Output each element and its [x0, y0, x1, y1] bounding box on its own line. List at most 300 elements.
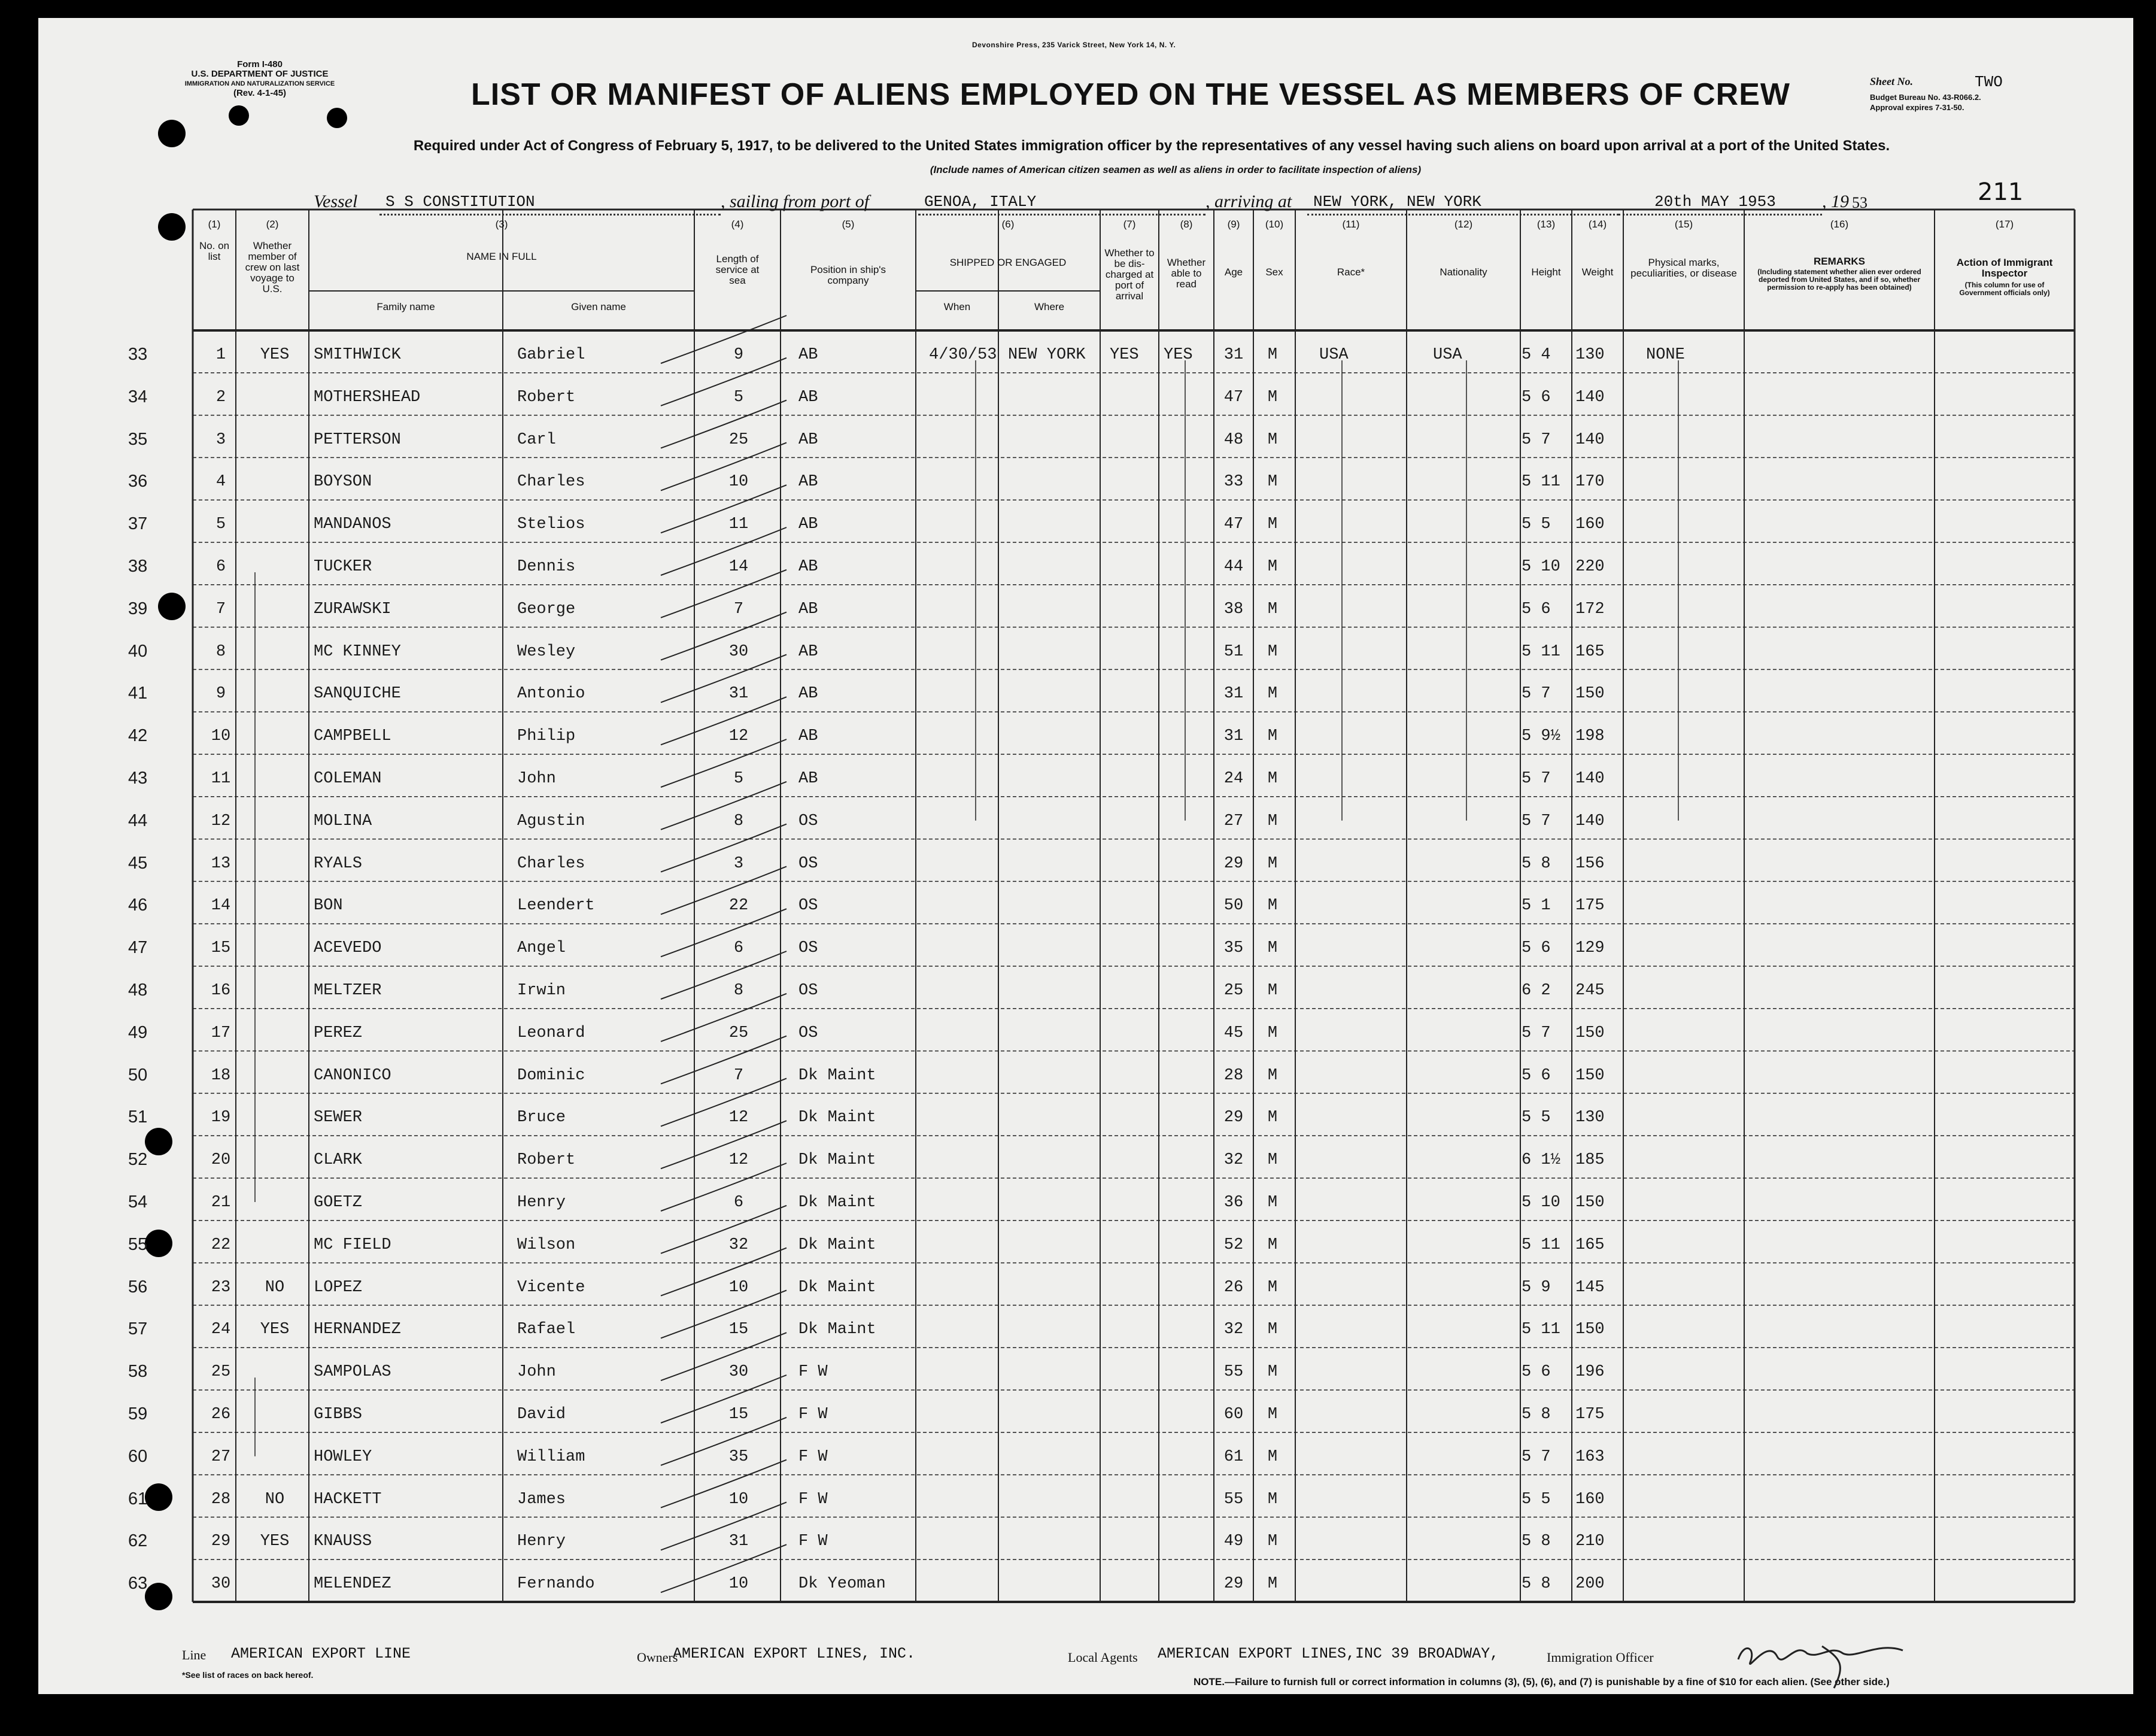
cell-ht: 5 6 — [1522, 1066, 1551, 1085]
cell-given: Philip — [517, 727, 576, 746]
cell-prev: NO — [265, 1490, 285, 1509]
cell-age: 35 — [1223, 939, 1244, 958]
cell-age: 33 — [1223, 473, 1244, 491]
header-n10: (10) — [1265, 218, 1284, 230]
cell-given: Fernando — [517, 1575, 595, 1594]
cell-sex: M — [1267, 1406, 1278, 1424]
cell-no: 8 — [215, 642, 226, 661]
cell-svc: 15 — [728, 1321, 749, 1339]
cell-m: 33 — [128, 345, 148, 364]
cell-age: 61 — [1223, 1447, 1244, 1466]
cell-no: 25 — [211, 1363, 231, 1382]
cell-age: 48 — [1223, 430, 1244, 449]
port-of-sailing: GENOA, ITALY — [924, 193, 1037, 211]
header-n8: (8) — [1180, 218, 1193, 230]
cell-m: 49 — [128, 1022, 148, 1042]
cell-given: James — [517, 1490, 566, 1509]
header-n11: (11) — [1342, 218, 1360, 230]
cell-pos: Dk Maint — [798, 1109, 876, 1127]
cell-fam: LOPEZ — [314, 1278, 363, 1297]
cell-svc: 11 — [728, 515, 749, 534]
header-c6a: When — [943, 301, 971, 312]
cell-ht: 5 7 — [1522, 812, 1551, 830]
cell-fam: ZURAWSKI — [314, 600, 391, 618]
cell-age: 31 — [1223, 685, 1244, 703]
cell-svc: 32 — [728, 1236, 749, 1254]
cell-wt: 160 — [1575, 515, 1605, 534]
cell-wt: 150 — [1575, 1321, 1605, 1339]
cell-fam: MELENDEZ — [314, 1575, 391, 1594]
header-c15: Physical marks, peculiarities, or disease — [1630, 257, 1737, 279]
cell-wt: 210 — [1575, 1532, 1605, 1551]
arrival-date: 20th MAY 1953 — [1654, 193, 1776, 211]
cell-svc: 5 — [733, 388, 744, 406]
cell-given: Wilson — [517, 1236, 576, 1254]
port-of-arrival: NEW YORK, NEW YORK — [1313, 193, 1481, 211]
cell-svc: 5 — [733, 770, 744, 788]
cell-no: 16 — [211, 982, 231, 1000]
cell-pos: AB — [798, 515, 818, 534]
year-prefix: , 19 — [1822, 192, 1849, 211]
header-c7: Whether to be dis- charged at port of arrival — [1104, 247, 1155, 302]
cell-svc: 10 — [728, 1490, 749, 1509]
cell-pos: OS — [798, 812, 818, 830]
header-c4: Length of service at sea — [715, 253, 760, 286]
header-n15: (15) — [1674, 218, 1693, 230]
vessel-label: Vessel — [314, 192, 358, 211]
cell-ht: 5 7 — [1522, 430, 1551, 449]
cell-sex: M — [1267, 430, 1278, 449]
cell-ht: 5 7 — [1522, 1447, 1551, 1466]
cell-wt: 145 — [1575, 1278, 1605, 1297]
cell-no: 24 — [211, 1321, 231, 1339]
cell-pos: OS — [798, 982, 818, 1000]
cell-fam: BON — [314, 897, 343, 915]
cell-wt: 140 — [1575, 388, 1605, 406]
races-footnote: *See list of races on back hereof. — [182, 1670, 314, 1680]
cell-sex: M — [1267, 1447, 1278, 1466]
cell-sex: M — [1267, 854, 1278, 873]
header-n3: (3) — [495, 218, 508, 230]
cell-ht: 5 8 — [1522, 1406, 1551, 1424]
cell-ht: 5 7 — [1522, 770, 1551, 788]
header-c16b: (Including statement whether alien ever ordered deported from United States, and if so, whether permission to re-apply has been obtained) — [1757, 268, 1921, 292]
cell-no: 15 — [211, 939, 231, 958]
cell-no: 12 — [211, 812, 231, 830]
cell-svc: 31 — [728, 1532, 749, 1551]
cell-given: John — [517, 1363, 556, 1382]
cell-given: Dennis — [517, 558, 576, 576]
header-n6: (6) — [1001, 218, 1015, 230]
cell-wt: 165 — [1575, 642, 1605, 661]
signature-area — [38, 18, 2133, 1694]
cell-age: 38 — [1223, 600, 1244, 618]
cell-ht: 5 1 — [1522, 897, 1551, 915]
cell-m: 44 — [128, 811, 148, 830]
cell-pos: Dk Maint — [798, 1066, 876, 1085]
cell-ht: 5 6 — [1522, 600, 1551, 618]
cell-ht: 5 10 — [1522, 1194, 1560, 1212]
cell-sex: M — [1267, 727, 1278, 746]
cell-svc: 30 — [728, 1363, 749, 1382]
cell-ht: 5 7 — [1522, 1024, 1551, 1042]
header-n1: (1) — [208, 218, 221, 230]
cell-m: 54 — [128, 1192, 148, 1212]
cell-m: 40 — [128, 641, 148, 661]
cell-svc: 8 — [733, 982, 744, 1000]
cell-sex: M — [1267, 812, 1278, 830]
header-n13: (13) — [1536, 218, 1556, 230]
cell-given: Robert — [517, 1151, 576, 1170]
cell-given: Angel — [517, 939, 566, 958]
cell-given: Bruce — [517, 1109, 566, 1127]
cell-wt: 175 — [1575, 897, 1605, 915]
cell-age: 28 — [1223, 1066, 1244, 1085]
agents-value: AMERICAN EXPORT LINES,INC 39 BROADWAY, — [1158, 1645, 1499, 1662]
cell-m: 50 — [128, 1065, 148, 1085]
cell-ht: 5 8 — [1522, 1532, 1551, 1551]
cell-pos: Dk Maint — [798, 1278, 876, 1297]
cell-fam: RYALS — [314, 854, 363, 873]
cell-pos: AB — [798, 388, 818, 406]
cell-given: Leendert — [517, 897, 595, 915]
cell-pos: Dk Maint — [798, 1151, 876, 1170]
cell-when: 4/30/53 — [929, 346, 997, 364]
cell-m: 34 — [128, 387, 148, 406]
cell-ht: 5 10 — [1522, 558, 1560, 576]
cell-ht: 5 8 — [1522, 1575, 1551, 1594]
cell-age: 32 — [1223, 1151, 1244, 1170]
cell-wt: 170 — [1575, 473, 1605, 491]
cell-ht: 6 2 — [1522, 982, 1551, 1000]
header-c8: Whether able to read — [1167, 257, 1206, 290]
budget-bureau-note: Budget Bureau No. 43-R066.2. Approval expires 7-31-50. — [1870, 93, 1981, 112]
cell-m: 42 — [128, 726, 148, 746]
cell-m: 41 — [128, 684, 148, 703]
year-suffix: 53 — [1852, 194, 1867, 211]
cell-where: NEW YORK — [1008, 346, 1086, 364]
cell-pos: F W — [798, 1490, 828, 1509]
cell-sex: M — [1267, 642, 1278, 661]
sailing-label: , sailing from port of — [721, 192, 870, 211]
cell-fam: CANONICO — [314, 1066, 391, 1085]
cell-fam: ACEVEDO — [314, 939, 382, 958]
cell-no: 13 — [211, 854, 231, 873]
cell-svc: 15 — [728, 1406, 749, 1424]
cell-no: 11 — [211, 770, 231, 788]
page-stamp-number: 211 — [1978, 178, 2024, 206]
cell-no: 23 — [211, 1278, 231, 1297]
owners-label: Owners — [637, 1650, 678, 1665]
cell-age: 44 — [1223, 558, 1244, 576]
cell-given: Robert — [517, 388, 576, 406]
cell-fam: HERNANDEZ — [314, 1321, 401, 1339]
cell-wt: 220 — [1575, 558, 1605, 576]
cell-no: 30 — [211, 1575, 231, 1594]
cell-fam: MOLINA — [314, 812, 372, 830]
cell-age: 50 — [1223, 897, 1244, 915]
cell-ht: 5 6 — [1522, 388, 1551, 406]
cell-svc: 7 — [733, 1066, 744, 1085]
cell-ht: 5 4 — [1522, 346, 1551, 364]
header-c13: Height — [1531, 266, 1561, 278]
cell-age: 51 — [1223, 642, 1244, 661]
cell-age: 49 — [1223, 1532, 1244, 1551]
cell-m: 63 — [128, 1574, 148, 1594]
cell-ht: 5 6 — [1522, 1363, 1551, 1382]
cell-sex: M — [1267, 515, 1278, 534]
cell-given: Irwin — [517, 982, 566, 1000]
cell-wt: 130 — [1575, 346, 1605, 364]
cell-pos: AB — [798, 685, 818, 703]
cell-fam: MC KINNEY — [314, 642, 401, 661]
cell-sex: M — [1267, 1321, 1278, 1339]
cell-sex: M — [1267, 346, 1278, 364]
cell-svc: 7 — [733, 600, 744, 618]
cell-age: 31 — [1223, 346, 1244, 364]
cell-ht: 5 5 — [1522, 1490, 1551, 1509]
cell-prev: YES — [260, 1532, 290, 1551]
cell-m: 37 — [128, 514, 148, 534]
cell-no: 7 — [215, 600, 226, 618]
cell-fam: MC FIELD — [314, 1236, 391, 1254]
cell-pos: AB — [798, 770, 818, 788]
cell-ht: 5 5 — [1522, 515, 1551, 534]
cell-fam: SANQUICHE — [314, 685, 401, 703]
cell-given: Vicente — [517, 1278, 585, 1297]
cell-sex: M — [1267, 1109, 1278, 1127]
cell-m: 62 — [128, 1531, 148, 1551]
cell-given: Stelios — [517, 515, 585, 534]
cell-no: 28 — [211, 1490, 231, 1509]
subtitle-note: (Include names of American citizen seamen as well as aliens in order to facilitate inspection of aliens) — [930, 164, 1422, 175]
cell-svc: 35 — [728, 1447, 749, 1466]
cell-m: 51 — [128, 1107, 148, 1127]
cell-prev: NO — [265, 1278, 285, 1297]
header-c14: Weight — [1581, 266, 1614, 278]
cell-pos: Dk Yeoman — [798, 1575, 886, 1594]
cell-age: 26 — [1223, 1278, 1244, 1297]
vessel-name: S S CONSTITUTION — [385, 193, 535, 211]
cell-age: 36 — [1223, 1194, 1244, 1212]
cell-wt: 140 — [1575, 812, 1605, 830]
cell-fam: KNAUSS — [314, 1532, 372, 1551]
cell-ht: 5 5 — [1522, 1109, 1551, 1127]
cell-sex: M — [1267, 1278, 1278, 1297]
cell-given: Dominic — [517, 1066, 585, 1085]
cell-wt: 130 — [1575, 1109, 1605, 1127]
cell-pos: Dk Maint — [798, 1321, 876, 1339]
cell-wt: 245 — [1575, 982, 1605, 1000]
cell-svc: 10 — [728, 1278, 749, 1297]
cell-ht: 6 1½ — [1522, 1151, 1560, 1170]
header-c6: SHIPPED OR ENGAGED — [949, 257, 1067, 268]
cell-svc: 14 — [728, 558, 749, 576]
cell-no: 26 — [211, 1406, 231, 1424]
cell-given: Gabriel — [517, 346, 585, 364]
cell-pos: AB — [798, 600, 818, 618]
cell-given: William — [517, 1447, 585, 1466]
cell-svc: 9 — [733, 346, 744, 364]
cell-m: 56 — [128, 1277, 148, 1297]
cell-fam: PEREZ — [314, 1024, 363, 1042]
cell-sex: M — [1267, 558, 1278, 576]
cell-m: 55 — [128, 1234, 148, 1254]
cell-svc: 12 — [728, 727, 749, 746]
cell-sex: M — [1267, 770, 1278, 788]
manifest-sheet — [38, 18, 2133, 1694]
cell-age: 29 — [1223, 854, 1244, 873]
cell-no: 20 — [211, 1151, 231, 1170]
cell-wt: 150 — [1575, 1024, 1605, 1042]
cell-wt: 140 — [1575, 430, 1605, 449]
cell-age: 47 — [1223, 388, 1244, 406]
cell-no: 2 — [215, 388, 226, 406]
cell-pos: Dk Maint — [798, 1236, 876, 1254]
cell-sex: M — [1267, 1236, 1278, 1254]
cell-fam: CLARK — [314, 1151, 363, 1170]
cell-wt: 140 — [1575, 770, 1605, 788]
officer-signature — [1738, 1646, 1903, 1688]
cell-no: 18 — [211, 1066, 231, 1085]
sheet-number: TWO — [1975, 73, 2003, 91]
cell-fam: GOETZ — [314, 1194, 363, 1212]
cell-wt: 185 — [1575, 1151, 1605, 1170]
cell-given: Henry — [517, 1194, 566, 1212]
cell-m: 61 — [128, 1489, 148, 1509]
cell-pos: AB — [798, 473, 818, 491]
cell-no: 14 — [211, 897, 231, 915]
cell-given: Carl — [517, 430, 556, 449]
cell-svc: 12 — [728, 1151, 749, 1170]
cell-pos: OS — [798, 939, 818, 958]
cell-wt: 150 — [1575, 1194, 1605, 1212]
header-c5: Position in ship's company — [810, 264, 886, 286]
cell-sex: M — [1267, 1194, 1278, 1212]
cell-m: 36 — [128, 472, 148, 491]
cell-m: 59 — [128, 1404, 148, 1424]
cell-age: 60 — [1223, 1406, 1244, 1424]
cell-no: 22 — [211, 1236, 231, 1254]
cell-wt: 129 — [1575, 939, 1605, 958]
header-c17b: (This column for use of Government officials only) — [1959, 281, 2050, 297]
cell-svc: 25 — [728, 430, 749, 449]
cell-no: 3 — [215, 430, 226, 449]
header-n7: (7) — [1123, 218, 1136, 230]
cell-wt: 163 — [1575, 1447, 1605, 1466]
cell-sex: M — [1267, 600, 1278, 618]
header-c1: No. on list — [199, 240, 230, 262]
owners-value: AMERICAN EXPORT LINES, INC. — [673, 1645, 916, 1662]
header-c16: REMARKS — [1814, 256, 1865, 267]
cell-sex: M — [1267, 685, 1278, 703]
cell-pos: AB — [798, 642, 818, 661]
cell-m: 52 — [128, 1150, 148, 1170]
cell-pos: OS — [798, 1024, 818, 1042]
agents-label: Local Agents — [1068, 1650, 1138, 1665]
cell-age: 55 — [1223, 1490, 1244, 1509]
cell-age: 24 — [1223, 770, 1244, 788]
cell-given: Charles — [517, 854, 585, 873]
cell-no: 10 — [211, 727, 231, 746]
cell-fam: HOWLEY — [314, 1447, 372, 1466]
cell-m: 35 — [128, 429, 148, 449]
cell-pos: F W — [798, 1406, 828, 1424]
cell-m: 43 — [128, 769, 148, 788]
immigration-officer-label: Immigration Officer — [1547, 1650, 1654, 1665]
cell-svc: 8 — [733, 812, 744, 830]
header-c17: Action of Immigrant Inspector — [1956, 257, 2053, 279]
cell-fam: BOYSON — [314, 473, 372, 491]
cell-age: 32 — [1223, 1321, 1244, 1339]
cell-sex: M — [1267, 388, 1278, 406]
header-c3b: Given name — [571, 301, 626, 312]
cell-given: Wesley — [517, 642, 576, 661]
cell-age: 47 — [1223, 515, 1244, 534]
cell-pos: F W — [798, 1363, 828, 1382]
cell-svc: 6 — [733, 939, 744, 958]
cell-no: 27 — [211, 1447, 231, 1466]
cell-pos: AB — [798, 558, 818, 576]
cell-m: 57 — [128, 1319, 148, 1339]
header-n16: (16) — [1830, 218, 1849, 230]
penalty-note: NOTE.—Failure to furnish full or correct information in columns (3), (5), (6), and (7) is punishable by a fine of $10 for each alien. (See other side.) — [1194, 1676, 1890, 1688]
cell-age: 29 — [1223, 1109, 1244, 1127]
header-c11: Race* — [1337, 266, 1365, 278]
cell-wt: 156 — [1575, 854, 1605, 873]
cell-fam: SEWER — [314, 1109, 363, 1127]
cell-given: Rafael — [517, 1321, 576, 1339]
cell-pos: OS — [798, 897, 818, 915]
header-c3: NAME IN FULL — [466, 251, 537, 262]
cell-ht: 5 7 — [1522, 685, 1551, 703]
cell-fam: MOTHERSHEAD — [314, 388, 421, 406]
cell-no: 9 — [215, 685, 226, 703]
cell-age: 45 — [1223, 1024, 1244, 1042]
cell-wt: 198 — [1575, 727, 1605, 746]
header-n9: (9) — [1227, 218, 1240, 230]
cell-fam: GIBBS — [314, 1406, 363, 1424]
cell-prev: YES — [260, 346, 290, 364]
cell-fam: COLEMAN — [314, 770, 382, 788]
header-n4: (4) — [731, 218, 744, 230]
cell-svc: 25 — [728, 1024, 749, 1042]
cell-m: 45 — [128, 853, 148, 873]
cell-svc: 31 — [728, 685, 749, 703]
cell-ht: 5 8 — [1522, 854, 1551, 873]
cell-given: Leonard — [517, 1024, 585, 1042]
cell-wt: 165 — [1575, 1236, 1605, 1254]
cell-no: 17 — [211, 1024, 231, 1042]
line-value: AMERICAN EXPORT LINE — [231, 1645, 411, 1662]
cell-m: 39 — [128, 599, 148, 618]
cell-pos: F W — [798, 1447, 828, 1466]
page-title: LIST OR MANIFEST OF ALIENS EMPLOYED ON THE VESSEL AS MEMBERS OF CREW — [471, 77, 1790, 112]
cell-sex: M — [1267, 1151, 1278, 1170]
cell-ht: 5 11 — [1522, 642, 1560, 661]
cell-fam: HACKETT — [314, 1490, 382, 1509]
cell-m: 60 — [128, 1446, 148, 1466]
cell-m: 58 — [128, 1362, 148, 1382]
header-c12: Nationality — [1440, 266, 1487, 278]
cell-wt: 160 — [1575, 1490, 1605, 1509]
cell-svc: 3 — [733, 854, 744, 873]
cell-m: 48 — [128, 981, 148, 1000]
cell-wt: 200 — [1575, 1575, 1605, 1594]
cell-given: Charles — [517, 473, 585, 491]
cell-svc: 12 — [728, 1109, 749, 1127]
header-c9: Age — [1224, 266, 1243, 278]
